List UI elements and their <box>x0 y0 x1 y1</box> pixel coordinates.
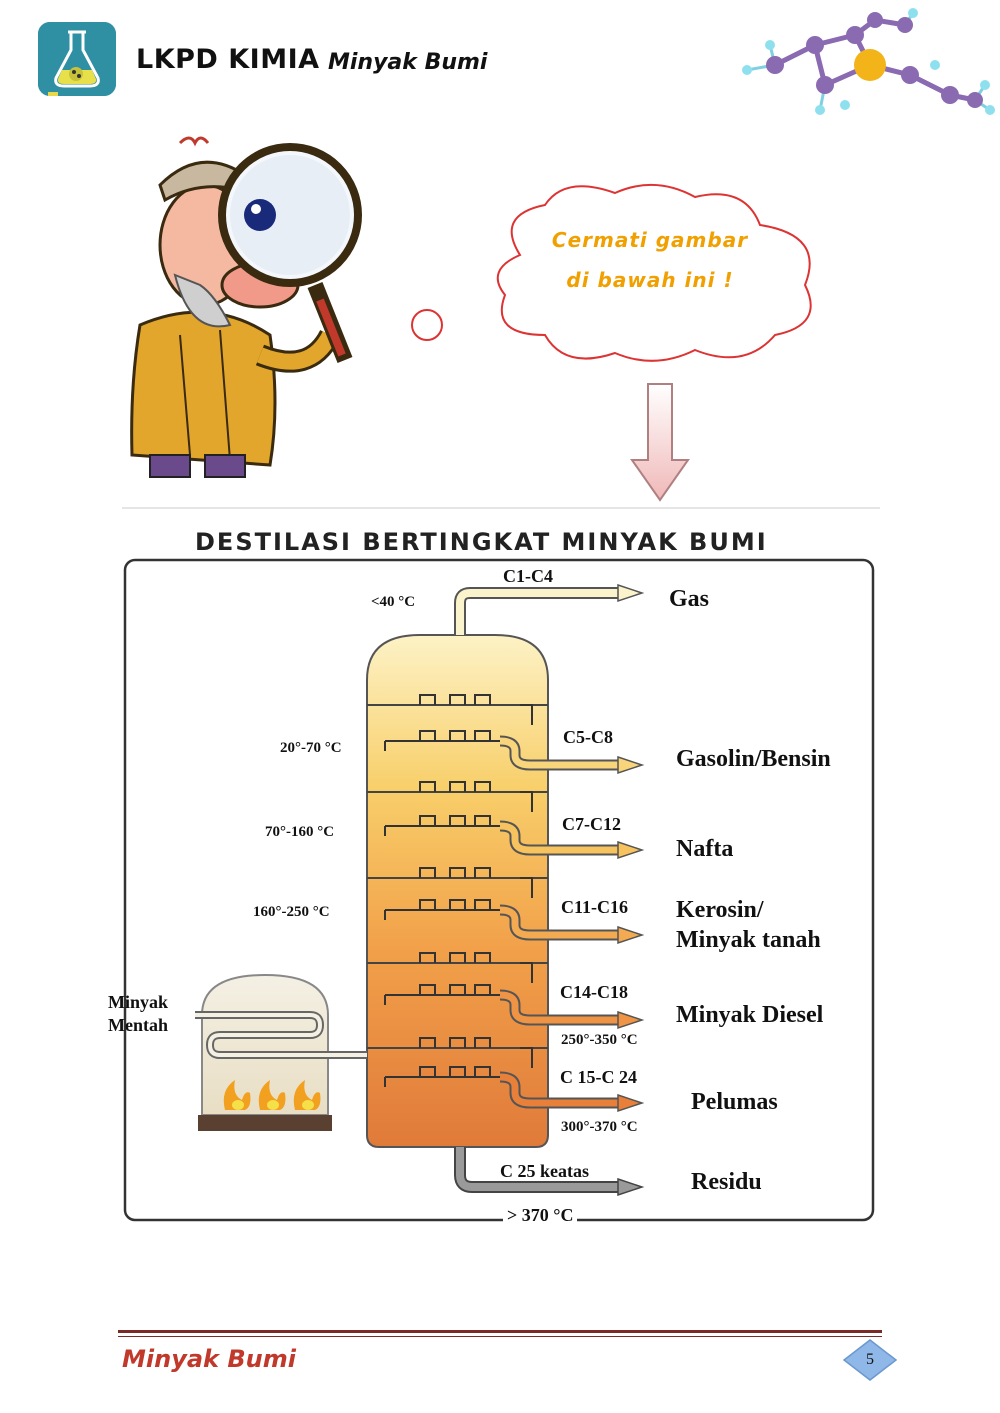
product-label-residue: Residu <box>691 1169 762 1195</box>
feed-label-1: Minyak <box>108 992 169 1012</box>
header-title: LKPD KIMIA <box>136 44 320 75</box>
molecule-icon <box>735 5 995 125</box>
carbon-label-residue: C 25 keatas <box>500 1161 589 1181</box>
carbon-label-lubricant: C 15-C 24 <box>560 1067 637 1087</box>
feed-label-2: Mentah <box>108 1015 168 1035</box>
temp-label-naphtha: 70°-160 °C <box>265 824 335 840</box>
carbon-label-diesel: C14-C18 <box>560 982 628 1002</box>
diagram-title: DESTILASI BERTINGKAT MINYAK BUMI <box>195 528 768 556</box>
callout-line-1: Cermati gambar <box>551 228 749 252</box>
temp-label-lubricant: 300°-370 °C <box>561 1119 638 1135</box>
product-label-lubricant: Pelumas <box>691 1089 778 1115</box>
header-subtitle: Minyak Bumi <box>328 50 488 75</box>
temp-label-diesel: 250°-350 °C <box>561 1032 638 1048</box>
product-label-kerosene-1: Kerosin/ <box>676 897 764 923</box>
callout-line-2: di bawah ini ! <box>566 268 734 292</box>
detective-illustration <box>120 125 380 490</box>
temp-label-gasoline: 20°-70 °C <box>280 740 342 756</box>
product-label-gasoline: Gasolin/Bensin <box>676 746 831 772</box>
divider <box>122 507 880 509</box>
product-label-gas: Gas <box>669 586 710 612</box>
footer-title: Minyak Bumi <box>122 1345 296 1373</box>
flask-logo-icon <box>38 22 116 96</box>
down-arrow-icon <box>628 382 692 509</box>
temp-label-residue: > 370 °C <box>503 1205 577 1226</box>
callout-text <box>520 220 780 300</box>
page-number-badge <box>842 1338 898 1382</box>
distillation-diagram <box>120 555 880 1240</box>
carbon-label-kerosene: C11-C16 <box>561 897 628 917</box>
footer-rule-thin <box>118 1336 882 1337</box>
product-label-diesel: Minyak Diesel <box>676 1002 824 1028</box>
carbon-label-gasoline: C5-C8 <box>563 727 613 747</box>
carbon-label-gas: C1-C4 <box>503 566 553 586</box>
footer-rule <box>118 1330 882 1333</box>
page-number: 5 <box>866 1351 874 1368</box>
temp-label-kerosene: 160°-250 °C <box>253 904 330 920</box>
carbon-label-naphtha: C7-C12 <box>562 814 621 834</box>
product-label-kerosene-2: Minyak tanah <box>676 927 821 953</box>
product-label-naphtha: Nafta <box>676 836 734 862</box>
temp-label-gas: <40 °C <box>371 594 416 610</box>
